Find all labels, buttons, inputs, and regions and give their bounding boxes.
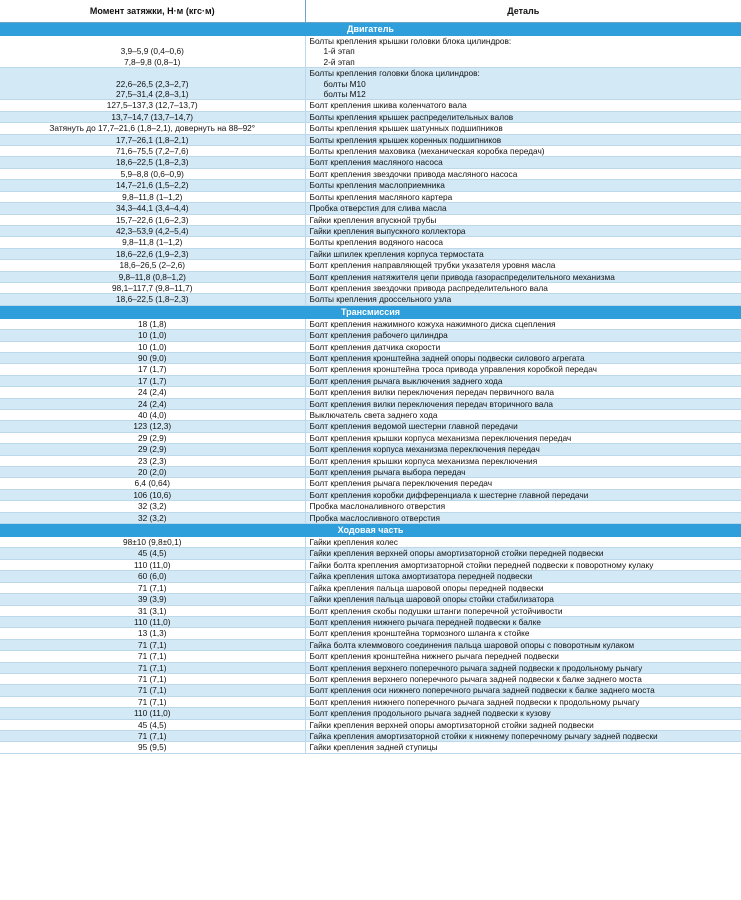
torque-cell: 10 (1,0): [0, 330, 305, 341]
section-header-row: [0, 23, 741, 37]
torque-cell: 9,8–11,8 (1–1,2): [0, 237, 305, 248]
table-row: [0, 248, 741, 259]
detail-cell: Болты крепления крышек распределительных валов: [305, 111, 741, 122]
table-row: [0, 260, 741, 271]
torque-cell: 18,6–22,5 (1,8–2,3): [0, 157, 305, 168]
table-row: [0, 330, 741, 341]
torque-cell: 32 (3,2): [0, 512, 305, 523]
table-row: [0, 696, 741, 707]
table-row: [0, 364, 741, 375]
table-row: [0, 537, 741, 548]
torque-cell: 24 (2,4): [0, 387, 305, 398]
detail-cell: Гайка болта клеммового соединения пальца шаровой опоры с поворотным кулаком: [305, 639, 741, 650]
table-row: [0, 214, 741, 225]
detail-cell: Болт крепления кронштейна тормозного шланга к стойке: [305, 628, 741, 639]
section-title: Трансмиссия: [0, 305, 741, 319]
torque-cell: 71 (7,1): [0, 651, 305, 662]
torque-cell: 29 (2,9): [0, 444, 305, 455]
section-title: Двигатель: [0, 23, 741, 37]
detail-cell: Болты крепления маховика (механическая коробка передач): [305, 146, 741, 157]
torque-line: 3,9–5,9 (0,4–0,6): [120, 46, 184, 57]
detail-cell: Гайки крепления пальца шаровой опоры стойки стабилизатора: [305, 594, 741, 605]
table-row: [0, 294, 741, 305]
torque-cell: 39 (3,9): [0, 594, 305, 605]
detail-cell: Болт крепления нижнего поперечного рычага задней подвески к продольному рычагу: [305, 696, 741, 707]
table-row: [0, 605, 741, 616]
table-row: [0, 157, 741, 168]
torque-cell: 15,7–22,6 (1,6–2,3): [0, 214, 305, 225]
torque-cell: 98,1–117,7 (9,8–11,7): [0, 282, 305, 293]
detail-cell: Выключатель света заднего хода: [305, 410, 741, 421]
table-row: [0, 36, 741, 68]
detail-cell: Болт крепления продольного рычага задней подвески к кузову: [305, 708, 741, 719]
torque-cell: 14,7–21,6 (1,5–2,2): [0, 180, 305, 191]
torque-cell: 18 (1,8): [0, 319, 305, 330]
table-row: [0, 432, 741, 443]
detail-cell: Болт крепления крышки корпуса механизма переключения: [305, 455, 741, 466]
table-row: [0, 375, 741, 386]
torque-cell: 20 (2,0): [0, 467, 305, 478]
detail-cell: Гайки крепления верхней опоры амортизаторной стойки задней подвески: [305, 719, 741, 730]
detail-line: болты М10: [323, 78, 366, 89]
section-title: Ходовая часть: [0, 524, 741, 538]
table-row: [0, 582, 741, 593]
table-row: [0, 282, 741, 293]
table-row: [0, 68, 741, 100]
torque-cell: 71 (7,1): [0, 685, 305, 696]
torque-cell: 13,7–14,7 (13,7–14,7): [0, 111, 305, 122]
detail-cell: Болт крепления корпуса механизма переключения передач: [305, 444, 741, 455]
detail-cell: Гайка крепления штока амортизатора передней подвески: [305, 571, 741, 582]
torque-cell: 60 (6,0): [0, 571, 305, 582]
torque-cell: 123 (12,3): [0, 421, 305, 432]
detail-cell: Болт крепления звездочки привода распределительного вала: [305, 282, 741, 293]
torque-cell: 18,6–22,5 (1,8–2,3): [0, 294, 305, 305]
detail-cell: Гайки крепления колес: [305, 537, 741, 548]
table-row: [0, 319, 741, 330]
detail-cell: Болт крепления верхнего поперечного рычага задней подвески к продольному рычагу: [305, 662, 741, 673]
detail-cell: Болт крепления скобы подушки штанги поперечной устойчивости: [305, 605, 741, 616]
table-row: [0, 421, 741, 432]
torque-cell: 106 (10,6): [0, 489, 305, 500]
table-row: [0, 352, 741, 363]
torque-cell: 24 (2,4): [0, 398, 305, 409]
detail-cell: Гайка крепления амортизаторной стойки к нижнему поперечному рычагу задней подвески: [305, 730, 741, 741]
torque-cell: 110 (11,0): [0, 559, 305, 570]
detail-cell: Болт крепления верхнего поперечного рычага задней подвески к балке заднего моста: [305, 673, 741, 684]
detail-cell: Болт крепления датчика скорости: [305, 341, 741, 352]
detail-line: 1-й этап: [323, 46, 355, 57]
detail-line: Болты крепления головки блока цилиндров:: [309, 68, 480, 79]
torque-cell: 95 (9,5): [0, 742, 305, 753]
detail-cell: Болты крепления дроссельного узла: [305, 294, 741, 305]
table-row: [0, 478, 741, 489]
detail-cell: Болт крепления шкива коленчатого вала: [305, 100, 741, 111]
detail-cell: Болты крепления маслоприемника: [305, 180, 741, 191]
torque-cell: 98±10 (9,8±0,1): [0, 537, 305, 548]
table-row: [0, 719, 741, 730]
section-header-row: [0, 305, 741, 319]
detail-cell: Болт крепления направляющей трубки указателя уровня масла: [305, 260, 741, 271]
detail-cell: Болт крепления нижнего рычага передней подвески к балке: [305, 616, 741, 627]
table-row: [0, 662, 741, 673]
detail-cell: Болт крепления масляного насоса: [305, 157, 741, 168]
table-row: [0, 594, 741, 605]
torque-cell: 45 (4,5): [0, 548, 305, 559]
detail-line: Болты крепления крышки головки блока цилиндров:: [309, 36, 512, 46]
torque-cell: 110 (11,0): [0, 708, 305, 719]
table-row: [0, 168, 741, 179]
table-row: [0, 489, 741, 500]
table-row: [0, 146, 741, 157]
torque-line: 7,8–9,8 (0,8–1): [124, 56, 181, 67]
torque-cell: 31 (3,1): [0, 605, 305, 616]
detail-line: 2-й этап: [323, 56, 355, 67]
torque-cell: 45 (4,5): [0, 719, 305, 730]
table-body: [0, 23, 741, 754]
table-row: [0, 225, 741, 236]
table-row: [0, 685, 741, 696]
header-torque: Момент затяжки, Н·м (кгс·м): [0, 0, 305, 23]
detail-cell: Пробка маслосливного отверстия: [305, 512, 741, 523]
detail-cell: Болт крепления ведомой шестерни главной передачи: [305, 421, 741, 432]
table-row: [0, 651, 741, 662]
torque-cell: Затянуть до 17,7–21,6 (1,8–2,1), довернуть на 88–92°: [0, 123, 305, 134]
detail-cell: Болты крепления крышек коренных подшипников: [305, 134, 741, 145]
detail-cell: Болт крепления нажимного кожуха нажимного диска сцепления: [305, 319, 741, 330]
torque-cell: 6,4 (0,64): [0, 478, 305, 489]
table-row: [0, 628, 741, 639]
detail-line: болты М12: [323, 89, 366, 100]
section-header-row: [0, 524, 741, 538]
detail-cell: Болт крепления рычага выбора передач: [305, 467, 741, 478]
torque-cell: 71 (7,1): [0, 662, 305, 673]
torque-cell: 71 (7,1): [0, 673, 305, 684]
table-row: [0, 571, 741, 582]
torque-line: 22,6–26,5 (2,3–2,7): [116, 78, 189, 89]
torque-cell: 127,5–137,3 (12,7–13,7): [0, 100, 305, 111]
detail-cell: Болты крепления масляного картера: [305, 191, 741, 202]
torque-cell: 17,7–26,1 (1,8–2,1): [0, 134, 305, 145]
detail-cell: Гайки шпилек крепления корпуса термостата: [305, 248, 741, 259]
detail-cell: [305, 68, 741, 100]
torque-cell: 18,6–26,5 (2–2,6): [0, 260, 305, 271]
table-row: [0, 134, 741, 145]
detail-cell: Гайки крепления верхней опоры амортизаторной стойки передней подвески: [305, 548, 741, 559]
table-row: [0, 742, 741, 753]
detail-cell: Болт крепления вилки переключения передач вторичного вала: [305, 398, 741, 409]
table-row: [0, 341, 741, 352]
table-header-row: [0, 0, 741, 23]
table-row: [0, 387, 741, 398]
table-row: [0, 123, 741, 134]
torque-cell: [0, 68, 305, 100]
table-row: [0, 203, 741, 214]
torque-cell: 29 (2,9): [0, 432, 305, 443]
torque-cell: 71 (7,1): [0, 730, 305, 741]
torque-cell: 90 (9,0): [0, 352, 305, 363]
table-row: [0, 730, 741, 741]
detail-cell: Болт крепления рычага переключения передач: [305, 478, 741, 489]
torque-cell: 71 (7,1): [0, 582, 305, 593]
table-row: [0, 191, 741, 202]
torque-cell: 9,8–11,8 (0,8–1,2): [0, 271, 305, 282]
table-row: [0, 398, 741, 409]
detail-cell: Гайки болта крепления амортизаторной стойки передней подвески к поворотному кулаку: [305, 559, 741, 570]
table-row: [0, 111, 741, 122]
torque-cell: 110 (11,0): [0, 616, 305, 627]
detail-cell: Болт крепления крышки корпуса механизма переключения передач: [305, 432, 741, 443]
torque-cell: 17 (1,7): [0, 364, 305, 375]
torque-cell: 71 (7,1): [0, 696, 305, 707]
detail-cell: Болты крепления крышек шатунных подшипников: [305, 123, 741, 134]
table-row: [0, 237, 741, 248]
detail-cell: Пробка отверстия для слива масла: [305, 203, 741, 214]
table-row: [0, 639, 741, 650]
detail-cell: Гайка крепления пальца шаровой опоры передней подвески: [305, 582, 741, 593]
torque-line: 27,5–31,4 (2,8–3,1): [116, 89, 189, 100]
detail-cell: Гайки крепления выпускного коллектора: [305, 225, 741, 236]
table-row: [0, 708, 741, 719]
table-row: [0, 512, 741, 523]
detail-cell: Болт крепления коробки дифференциала к шестерне главной передачи: [305, 489, 741, 500]
table-row: [0, 501, 741, 512]
torque-cell: 18,6–22,6 (1,9–2,3): [0, 248, 305, 259]
detail-cell: Болт крепления натяжителя цепи привода газораспределительного механизма: [305, 271, 741, 282]
table-row: [0, 616, 741, 627]
torque-cell: 71 (7,1): [0, 639, 305, 650]
table-row: [0, 444, 741, 455]
detail-cell: Болт крепления рычага выключения заднего хода: [305, 375, 741, 386]
torque-cell: 40 (4,0): [0, 410, 305, 421]
torque-line: [4, 68, 301, 78]
torque-cell: 42,3–53,9 (4,2–5,4): [0, 225, 305, 236]
header-detail: Деталь: [305, 0, 741, 23]
torque-cell: 34,3–44,1 (3,4–4,4): [0, 203, 305, 214]
detail-cell: Болт крепления кронштейна задней опоры подвески силового агрегата: [305, 352, 741, 363]
table-row: [0, 455, 741, 466]
detail-cell: Болт крепления рабочего цилиндра: [305, 330, 741, 341]
torque-cell: 17 (1,7): [0, 375, 305, 386]
detail-cell: Гайки крепления задней ступицы: [305, 742, 741, 753]
table-row: [0, 271, 741, 282]
detail-cell: Болт крепления кронштейна троса привода управления коробкой передач: [305, 364, 741, 375]
table-row: [0, 410, 741, 421]
torque-cell: 9,8–11,8 (1–1,2): [0, 191, 305, 202]
table-row: [0, 673, 741, 684]
detail-cell: Болт крепления звездочки привода масляного насоса: [305, 168, 741, 179]
torque-cell: 32 (3,2): [0, 501, 305, 512]
torque-cell: 10 (1,0): [0, 341, 305, 352]
table-row: [0, 548, 741, 559]
torque-cell: 23 (2,3): [0, 455, 305, 466]
detail-cell: Болт крепления кронштейна нижнего рычага передней подвески: [305, 651, 741, 662]
detail-cell: [305, 36, 741, 68]
table-row: [0, 100, 741, 111]
detail-cell: Болт крепления оси нижнего поперечного рычага задней подвески к балке заднего моста: [305, 685, 741, 696]
table-row: [0, 180, 741, 191]
torque-cell: 5,9–8,8 (0,6–0,9): [0, 168, 305, 179]
torque-cell: 71,6–75,5 (7,2–7,6): [0, 146, 305, 157]
detail-cell: Пробка маслоналивного отверстия: [305, 501, 741, 512]
detail-cell: Болты крепления водяного насоса: [305, 237, 741, 248]
torque-cell: [0, 36, 305, 68]
table-row: [0, 559, 741, 570]
detail-cell: Болт крепления вилки переключения передач первичного вала: [305, 387, 741, 398]
torque-cell: 13 (1,3): [0, 628, 305, 639]
torque-line: [4, 36, 301, 46]
detail-cell: Гайки крепления впускной трубы: [305, 214, 741, 225]
table-row: [0, 467, 741, 478]
